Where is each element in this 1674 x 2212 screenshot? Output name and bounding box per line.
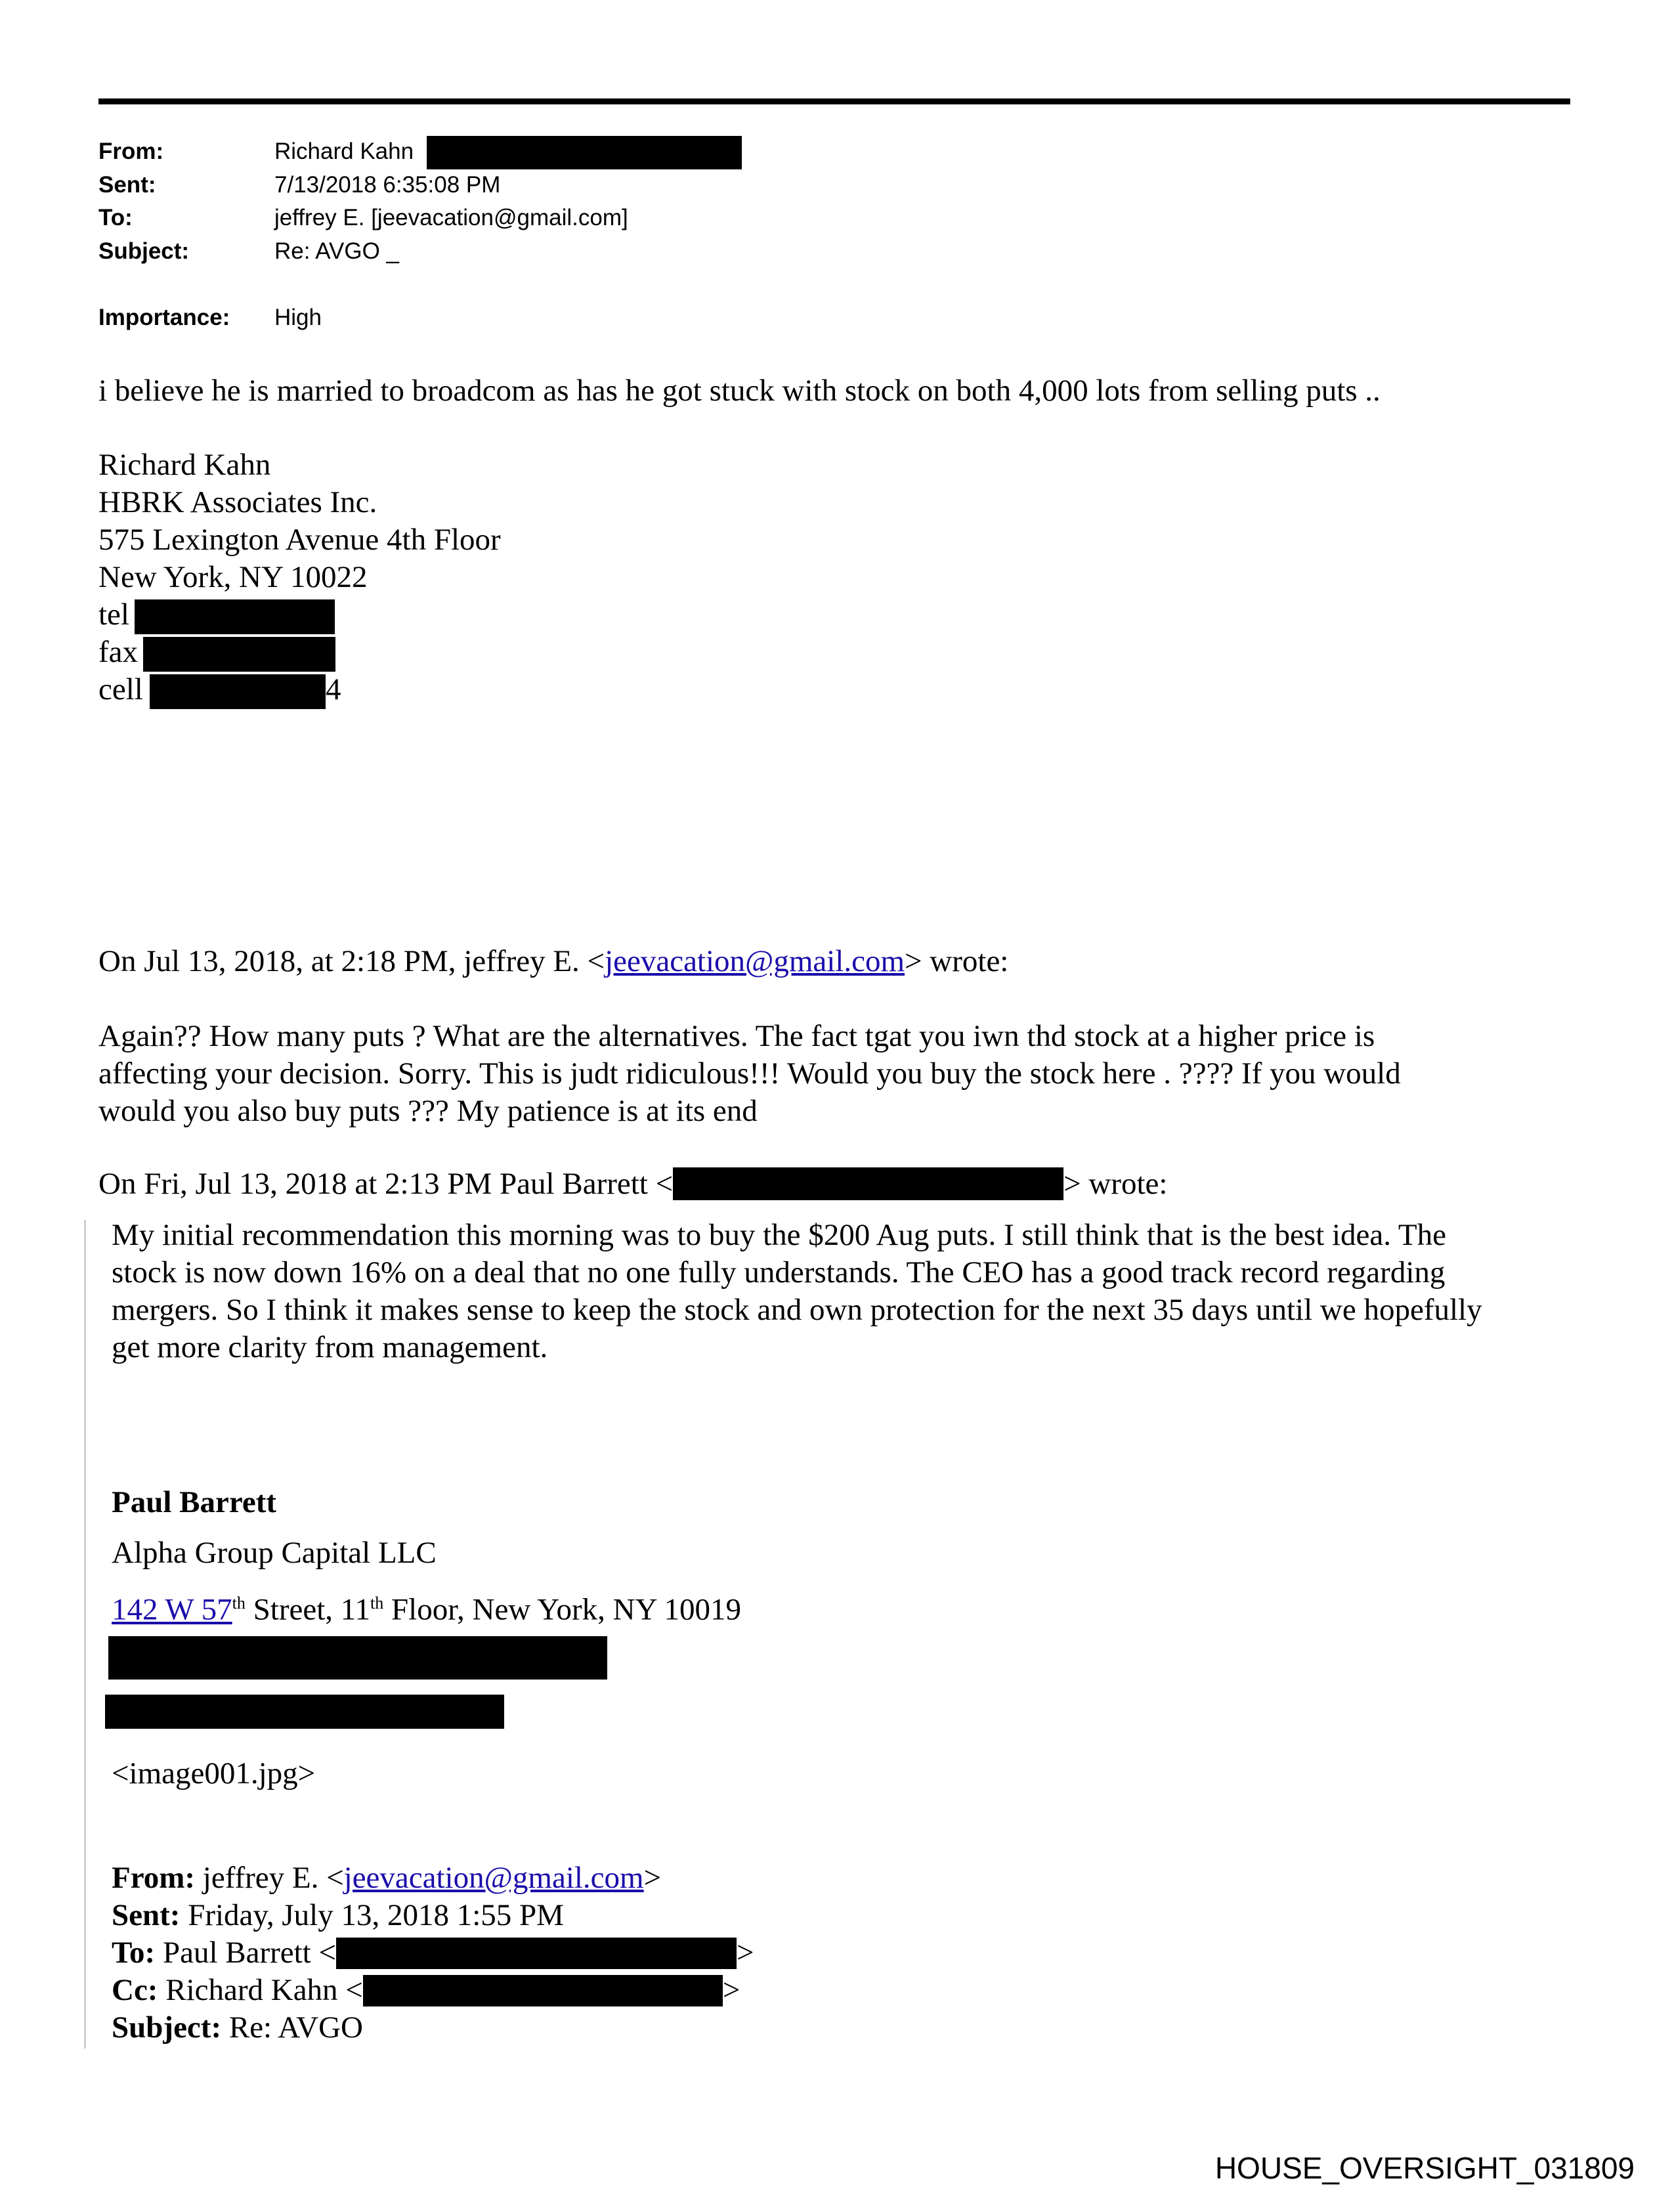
fwd-from-suffix: > xyxy=(643,1861,662,1895)
quote1-attribution xyxy=(98,943,1008,980)
fwd-cc xyxy=(112,1972,740,2009)
quote-bar xyxy=(84,1220,86,2049)
fwd-from-prefix: jeffrey E. < xyxy=(195,1861,344,1895)
redaction-barrett-email xyxy=(673,1167,1063,1200)
address-rest: Floor, New York, NY 10019 xyxy=(383,1592,742,1627)
quote1-attribution-suffix: > wrote: xyxy=(905,944,1009,978)
fwd-subject-label: Subject: xyxy=(112,2010,222,2045)
redaction-tel xyxy=(135,599,335,634)
quote2-attribution-suffix: > wrote: xyxy=(1063,1167,1168,1201)
sent-value: 7/13/2018 6:35:08 PM xyxy=(274,172,501,198)
redaction-fwd-cc xyxy=(363,1975,723,2006)
signature-cell-label: cell xyxy=(98,672,143,706)
barrett-name: Paul Barrett xyxy=(112,1485,277,1519)
quote2-line: mergers. So I think it makes sense to keep the stock and own protection for the next 35 days until we hopefully xyxy=(112,1293,1482,1327)
subject-label: Subject: xyxy=(98,238,190,264)
fwd-to-suffix: > xyxy=(737,1936,754,1970)
from-label: From: xyxy=(98,139,164,164)
quote1-line: affecting your decision. Sorry. This is judt ridiculous!!! Would you buy the stock here . ???? If you would xyxy=(98,1056,1401,1091)
image-placeholder: <image001.jpg> xyxy=(112,1756,316,1790)
address-sup: th xyxy=(232,1594,246,1613)
redaction-barrett-phone xyxy=(108,1636,607,1680)
signature-name: Richard Kahn xyxy=(98,448,271,482)
to-label: To: xyxy=(98,205,133,230)
importance-label: Importance: xyxy=(98,305,230,330)
quote1-line: would you also buy puts ??? My patience is at its end xyxy=(98,1094,758,1128)
address-mid: Street, 11 xyxy=(245,1592,371,1627)
quote2-attribution-prefix: On Fri, Jul 13, 2018 at 2:13 PM Paul Barrett < xyxy=(98,1167,674,1201)
fwd-cc-value: Richard Kahn < xyxy=(158,1973,363,2007)
fwd-cc-label: Cc: xyxy=(112,1973,158,2007)
fwd-sent-value: Friday, July 13, 2018 1:55 PM xyxy=(180,1898,564,1932)
fwd-sent-label: Sent: xyxy=(112,1898,181,1932)
fwd-cc-suffix: > xyxy=(722,1973,740,2007)
signature-address-line1: 575 Lexington Avenue 4th Floor xyxy=(98,523,501,557)
fwd-from-label: From: xyxy=(112,1861,196,1895)
fwd-to-label: To: xyxy=(112,1936,156,1970)
barrett-company: Alpha Group Capital LLC xyxy=(112,1536,437,1570)
reply-body: i believe he is married to broadcom as has he got stuck with stock on both 4,000 lots from selling puts .. xyxy=(98,374,1381,408)
redaction-fax xyxy=(143,637,335,672)
fwd-from-email-link[interactable]: jeevacation@gmail.com xyxy=(343,1861,644,1895)
redaction-from-email xyxy=(427,136,742,169)
fwd-to xyxy=(112,1934,754,1972)
quote2-attribution xyxy=(98,1165,1167,1203)
bates-number: HOUSE_OVERSIGHT_031809 xyxy=(1214,2151,1635,2185)
subject-value: Re: AVGO _ xyxy=(274,238,399,264)
fwd-subject-value: Re: AVGO xyxy=(221,2010,363,2045)
quote2-line: stock is now down 16% on a deal that no one fully understands. The CEO has a good track record regarding xyxy=(112,1255,1446,1290)
fwd-subject xyxy=(112,2009,363,2047)
fwd-sent xyxy=(112,1897,564,1934)
signature-company: HBRK Associates Inc. xyxy=(98,485,377,519)
from-value: Richard Kahn xyxy=(274,139,414,164)
redaction-cell xyxy=(150,674,326,709)
signature-fax-label: fax xyxy=(98,635,139,669)
quote1-line: Again?? How many puts ? What are the alternatives. The fact tgat you iwn thd stock at a higher price is xyxy=(98,1019,1375,1053)
address-sup: th xyxy=(370,1594,384,1613)
fwd-from xyxy=(112,1859,661,1897)
redaction-fwd-to xyxy=(336,1938,737,1969)
quote1-email-link[interactable]: jeevacation@gmail.com xyxy=(605,944,905,978)
quote2-line: get more clarity from management. xyxy=(112,1330,548,1364)
quote1-attribution-prefix: On Jul 13, 2018, at 2:18 PM, jeffrey E. < xyxy=(98,944,605,978)
top-rule xyxy=(98,98,1570,104)
barrett-address-link[interactable]: 142 W 57 xyxy=(112,1592,232,1627)
fwd-to-value: Paul Barrett < xyxy=(155,1936,336,1970)
to-value: jeffrey E. [jeevacation@gmail.com] xyxy=(274,205,628,230)
quote2-line: My initial recommendation this morning was to buy the $200 Aug puts. I still think that is the best idea. The xyxy=(112,1218,1446,1252)
signature-tel-label: tel xyxy=(98,597,129,632)
sent-label: Sent: xyxy=(98,172,156,198)
signature-cell-tail: 4 xyxy=(326,672,341,706)
importance-value: High xyxy=(274,305,322,330)
barrett-address xyxy=(112,1584,741,1629)
signature-address-line2: New York, NY 10022 xyxy=(98,560,368,594)
redaction-barrett-email2 xyxy=(105,1695,504,1729)
